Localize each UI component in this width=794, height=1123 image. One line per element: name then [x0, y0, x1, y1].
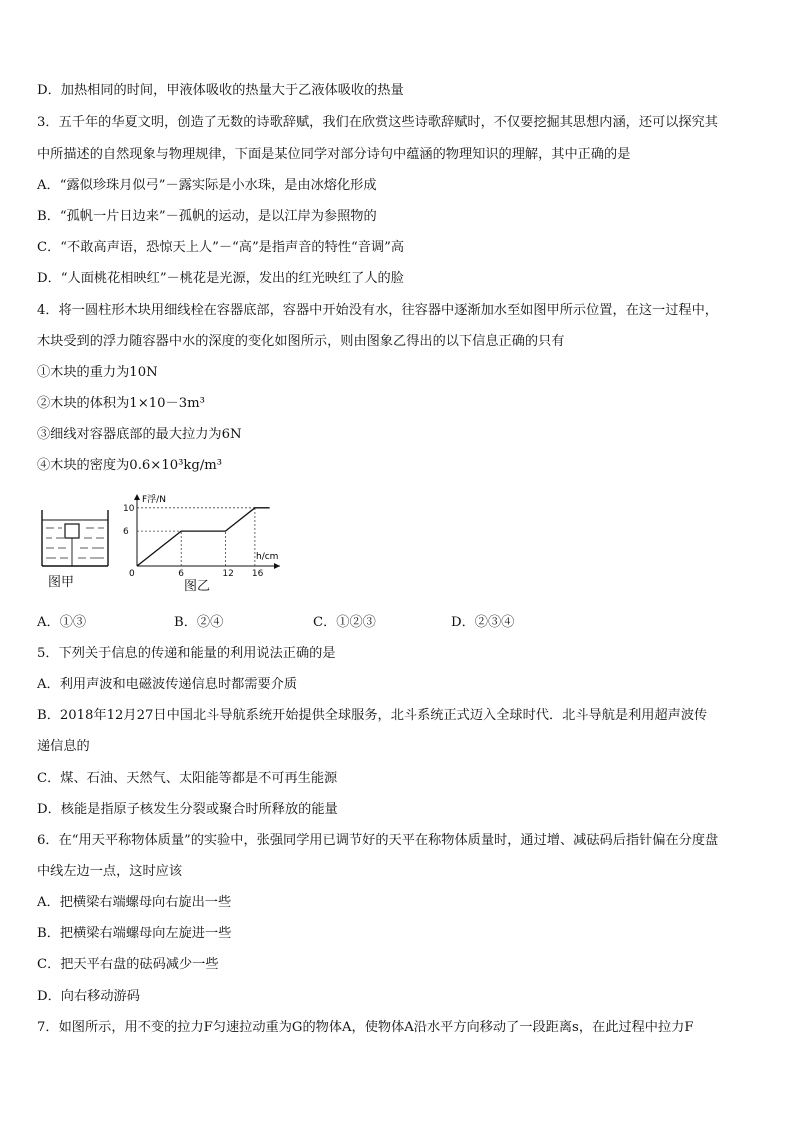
x-tick-label: 12	[222, 569, 234, 579]
figure-label-yi: 图乙	[184, 579, 211, 594]
text-line: 7．如图所示，用不变的拉力F匀速拉动重为G的物体A，使物体A沿水平方向移动了一段距离s，在此过程中拉力F	[37, 1020, 694, 1035]
x-axis-label: h/cm	[256, 552, 279, 562]
buoyancy-graph	[123, 493, 280, 579]
buoyancy-line	[137, 508, 270, 566]
y-axis-label: F浮/N	[142, 495, 166, 505]
option-b[interactable]: B．②④	[174, 615, 224, 630]
text-line: 4．将一圆柱形木块用细线栓在容器底部，容器中开始没有水，往容器中逐渐加水至如图甲所示位置，在这一过程中，	[37, 303, 718, 318]
text-line: C．“不敢高声语，恐惊天上人”－“高”是指声音的特性“音调”高	[37, 240, 405, 255]
text-line: 木块受到的浮力随容器中水的深度的变化如图所示，则由图象乙得出的以下信息正确的只有	[37, 334, 565, 349]
option-d[interactable]: D．②③④	[451, 615, 515, 630]
text-line: 5．下列关于信息的传递和能量的利用说法正确的是	[37, 646, 336, 661]
x-tick-label: 6	[178, 569, 184, 579]
text-line: D．加热相同的时间，甲液体吸收的热量大于乙液体吸收的热量	[37, 83, 404, 98]
wood-block	[65, 524, 79, 538]
text-line: B．把横梁右端螺母向左旋进一些	[37, 926, 232, 941]
text-line: B．2018年12月27日中国北斗导航系统开始提供全球服务，北斗系统正式迈入全球时代．北斗导航是利用超声波传	[37, 708, 708, 723]
text-line: 中线左边一点，这时应该	[37, 864, 183, 879]
text-line: A．利用声波和电磁波传递信息时都需要介质	[37, 677, 298, 692]
x-tick-label: 16	[251, 569, 264, 579]
option-c[interactable]: C．①②③	[313, 615, 376, 630]
figure	[34, 486, 279, 601]
text-line: ③细线对容器底部的最大拉力为6N	[37, 427, 242, 442]
text-line: C．把天平右盘的砝码减少一些	[37, 957, 219, 972]
text-line: D．核能是指原子核发生分裂或聚合时所释放的能量	[37, 802, 338, 817]
text-line: B．“孤帆一片日边来”－孤帆的运动，是以江岸为参照物的	[37, 209, 377, 224]
text-line: D．向右移动游码	[37, 989, 140, 1004]
text-line: 递信息的	[37, 739, 90, 754]
text-line: A．把横梁右端螺母向右旋出一些	[37, 895, 232, 910]
text-line: 3．五千年的华夏文明，创造了无数的诗歌辞赋，我们在欣赏这些诗歌辞赋时，不仅要挖掘其思想内涵，还可以探究其	[37, 115, 718, 130]
text-line: A．“露似珍珠月似弓”－露实际是小水珠，是由冰熔化形成	[37, 178, 377, 193]
figure-label-jia: 图甲	[48, 575, 75, 590]
text-line: ①木块的重力为10N	[37, 365, 158, 380]
text-line: 中所描述的自然现象与物理规律，下面是某位同学对部分诗句中蕴涵的物理知识的理解，其中正确的是	[37, 147, 631, 162]
text-line: D．“人面桃花相映红”－桃花是光源，发出的红光映红了人的脸	[37, 271, 404, 286]
y-tick-label: 6	[123, 527, 129, 538]
text-line: C．煤、石油、天然气、太阳能等都是不可再生能源	[37, 771, 338, 786]
option-a[interactable]: A．①③	[37, 615, 87, 630]
origin-label: 0	[129, 569, 135, 579]
text-line: ④木块的密度为0.6×10³kg/m³	[37, 458, 223, 473]
text-line: ②木块的体积为1×10－3m³	[37, 396, 205, 411]
text-line: 6．在“用天平称物体质量”的实验中，张强同学用已调节好的天平在称物体质量时，通过增、减砝码后指针偏在分度盘	[37, 833, 719, 848]
container-diagram	[42, 510, 108, 566]
y-tick-label: 10	[123, 503, 135, 514]
